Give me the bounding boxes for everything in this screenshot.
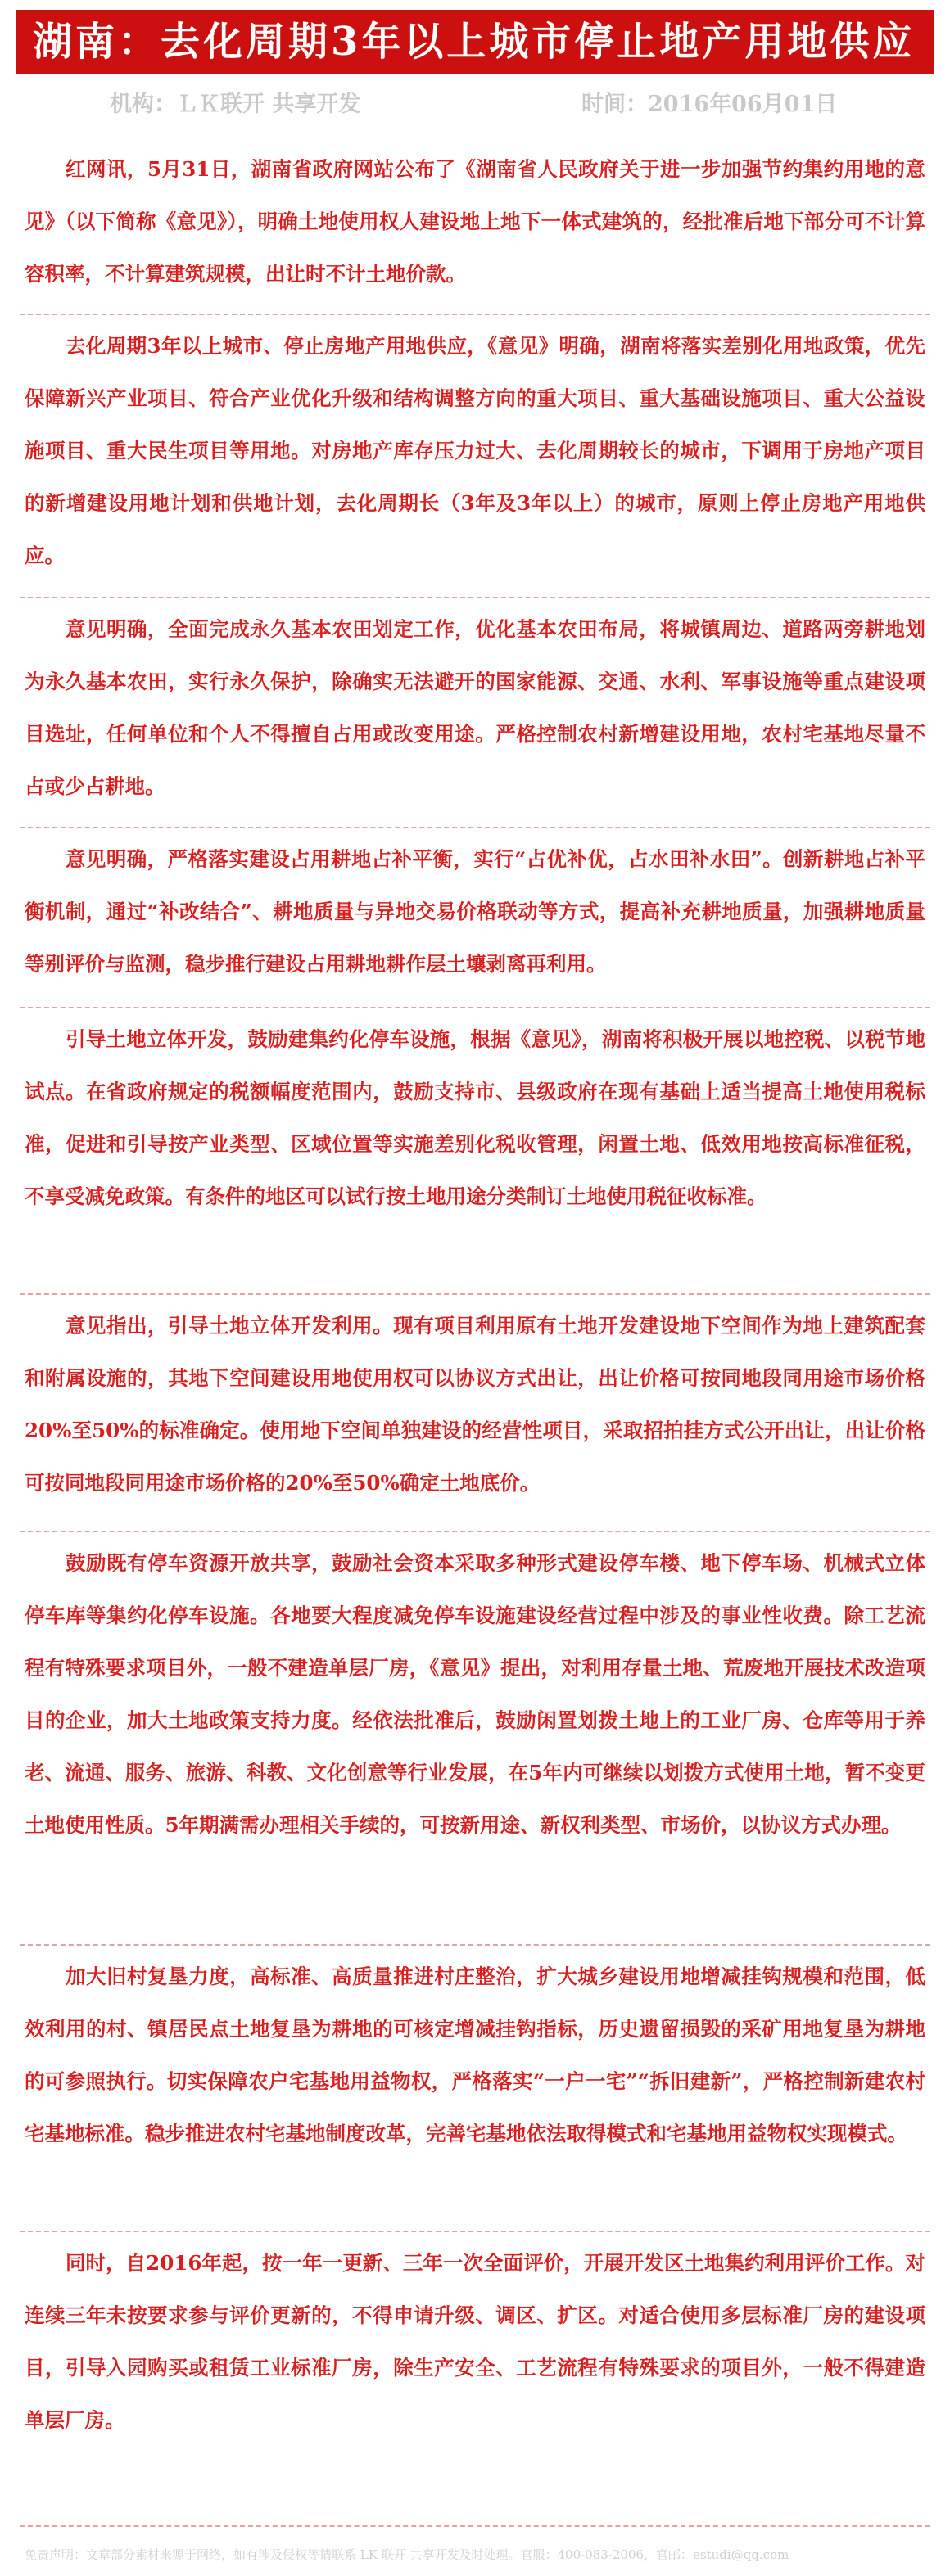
article-paragraph: 同时，自2016年起，按一年一更新、三年一次全面评价，开展开发区土地集约利用评价工作。对连续三年未按要求参与评价更新的，不得申请升级、调区、扩区。对适合使用多层标准厂房的建设项目，引导入园购买或租赁工业标准厂房，除生产安全、工艺流程有特殊要求的项目外，一般不得建造单层厂房。: [25, 2237, 925, 2447]
paragraph-divider: [20, 2231, 930, 2232]
article-paragraph: 意见明确，全面完成永久基本农田划定工作，优化基本农田布局，将城镇周边、道路两旁耕地划为永久基本农田，实行永久保护，除确实无法避开的国家能源、交通、水利、军事设施等重点建设项目选址，任何单位和个人不得擅自占用或改变用途。严格控制农村新增建设用地，农村宅基地尽量不占或少占耕地。: [25, 603, 925, 813]
article-paragraph: 红网讯，5月31日，湖南省政府网站公布了《湖南省人民政府关于进一步加强节约集约用地的意见》（以下简称《意见》），明确土地使用权人建设地上地下一体式建筑的，经批准后地下部分可不计算容积率，不计算建筑规模，出让时不计土地价款。: [25, 143, 925, 300]
paragraph-divider: [20, 2525, 930, 2527]
paragraph-divider: [20, 597, 930, 598]
paragraph-divider: [20, 827, 930, 828]
article-source: 机构：ＬＫ联开 共享开发: [110, 92, 361, 117]
paragraph-divider: [20, 1531, 930, 1532]
article-paragraph: 鼓励既有停车资源开放共享，鼓励社会资本采取多种形式建设停车楼、地下停车场、机械式立体停车库等集约化停车设施。各地要大程度减免停车设施建设经营过程中涉及的事业性收费。除工艺流程有特殊要求项目外，一般不建造单层厂房，《意见》提出，对利用存量土地、荒废地开展技术改造项目的企业，加大土地政策支持力度。经依法批准后，鼓励闲置划拨土地上的工业厂房、仓库等用于养老、流通、服务、旅游、科教、文化创意等行业发展，在5年内可继续以划拨方式使用土地，暂不变更土地使用性质。5年期满需办理相关手续的，可按新用途、新权利类型、市场价，以协议方式办理。: [25, 1537, 925, 1852]
article-paragraph: 去化周期3年以上城市、停止房地产用地供应，《意见》明确，湖南将落实差别化用地政策，优先保障新兴产业项目、符合产业优化升级和结构调整方向的重大项目、重大基础设施项目、重大公益设施项目、重大民生项目等用地。对房地产库存压力过大、去化周期较长的城市，下调用于房地产项目的新增建设用地计划和供地计划，去化周期长（3年及3年以上）的城市，原则上停止房地产用地供应。: [25, 320, 925, 582]
paragraph-divider: [20, 1293, 930, 1295]
article-paragraph: 加大旧村复垦力度，高标准、高质量推进村庄整治，扩大城乡建设用地增减挂钩规模和范围，低效利用的村、镇居民点土地复垦为耕地的可核定增减挂钩指标，历史遗留损毁的采矿用地复垦为耕地的可参照执行。切实保障农户宅基地用益物权，严格落实“一户一宅”“拆旧建新”，严格控制新建农村宅基地标准。稳步推进农村宅基地制度改革，完善宅基地依法取得模式和宅基地用益物权实现模式。: [25, 1951, 925, 2160]
article-paragraph: 意见明确，严格落实建设占用耕地占补平衡，实行“占优补优，占水田补水田”。创新耕地占补平衡机制，通过“补改结合”、耕地质量与异地交易价格联动等方式，提高补充耕地质量，加强耕地质量等别评价与监测，稳步推行建设占用耕地耕作层土壤剥离再利用。: [25, 833, 925, 990]
footer-disclaimer: 免责声明：文章部分素材来源于网络，如有涉及侵权等请联系 LK 联开 共享开发及时处理。官服：400-083-2006，官邮：estudi@qq.com: [25, 2547, 789, 2562]
paragraph-divider: [20, 314, 930, 315]
article-paragraph: 引导土地立体开发，鼓励建集约化停车设施，根据《意见》，湖南将积极开展以地控税、以税节地试点。在省政府规定的税额幅度范围内，鼓励支持市、县级政府在现有基础上适当提高土地使用税标准，促进和引导按产业类型、区域位置等实施差别化税收管理，闲置土地、低效用地按高标准征税，不享受减免政策。有条件的地区可以试行按土地用途分类制订土地使用税征收标准。: [25, 1013, 925, 1223]
paragraph-divider: [20, 1944, 930, 1946]
article-date: 时间：2016年06月01日: [581, 92, 838, 117]
paragraph-divider: [20, 1007, 930, 1008]
article-title: 湖南：去化周期3年以上城市停止地产用地供应: [33, 19, 916, 65]
article-paragraph: 意见指出，引导土地立体开发利用。现有项目利用原有土地开发建设地下空间作为地上建筑配套和附属设施的，其地下空间建设用地使用权可以协议方式出让，出让价格可按同地段同用途市场价格20%至50%的标准确定。使用地下空间单独建设的经营性项目，采取招拍挂方式公开出让，出让价格可按同地段同用途市场价格的20%至50%确定土地底价。: [25, 1300, 925, 1509]
